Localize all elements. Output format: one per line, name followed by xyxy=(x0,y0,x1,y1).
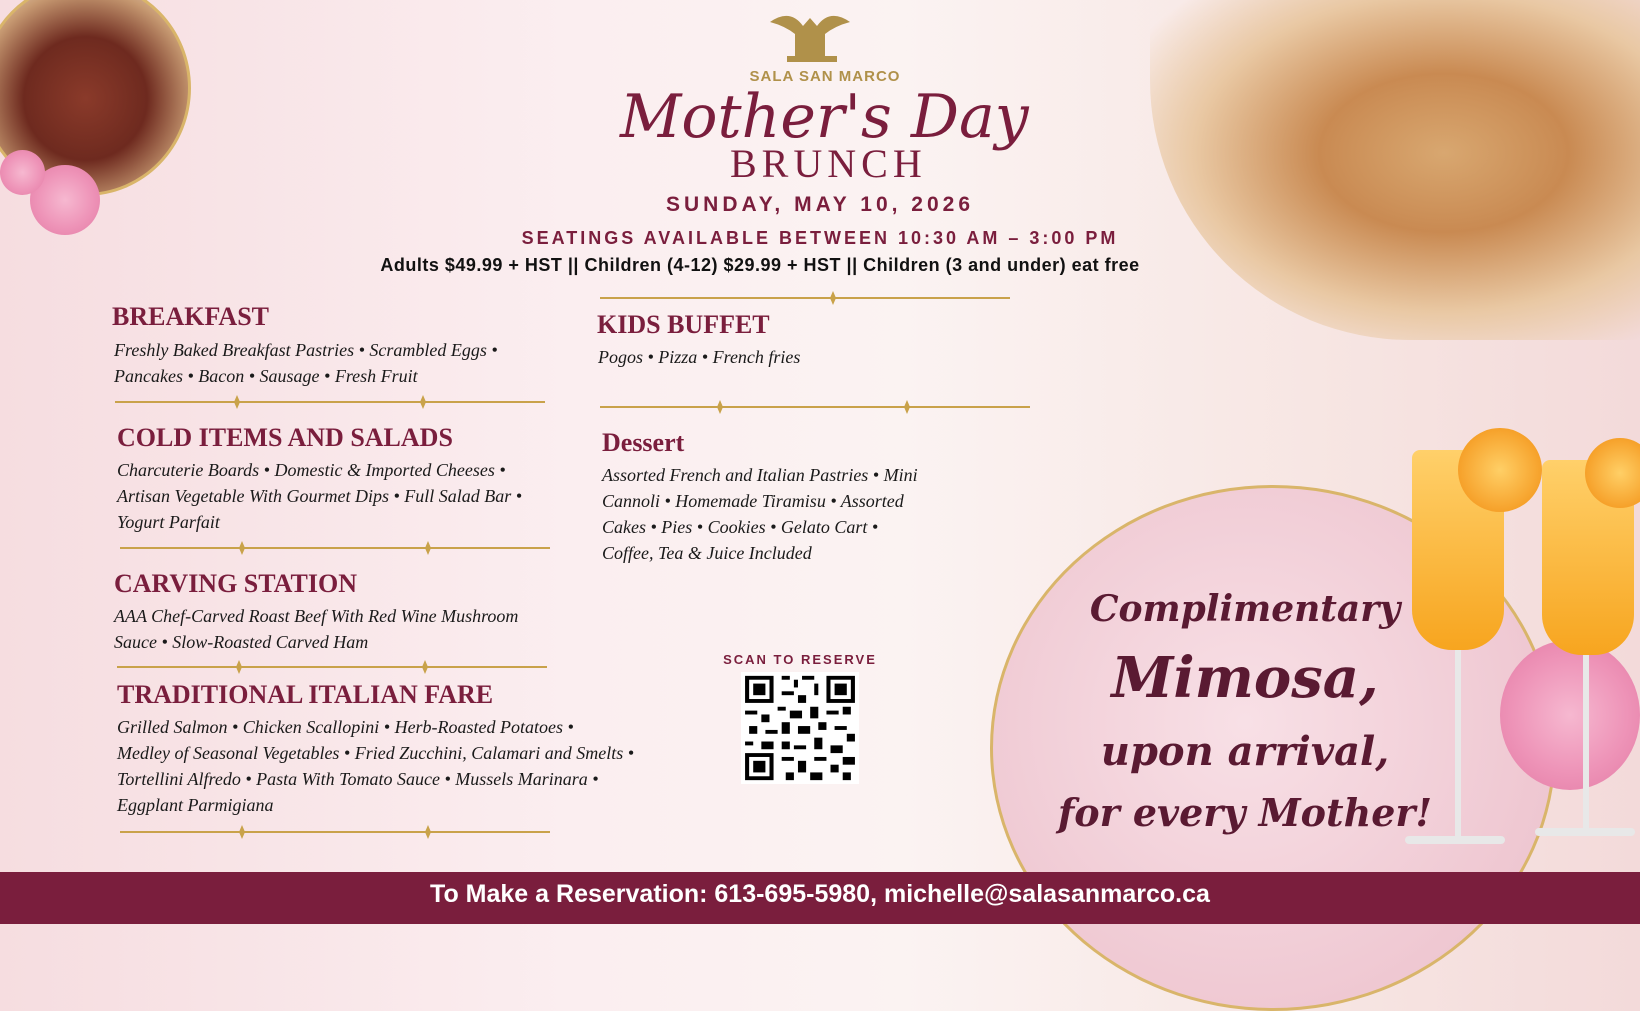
menu-line: Pogos • Pizza • French fries xyxy=(598,347,801,367)
glass-base xyxy=(1535,828,1635,836)
mimosa-line-3: upon arrival, xyxy=(1100,728,1390,775)
section-body-dessert xyxy=(602,462,918,566)
scan-to-reserve-label: SCAN TO RESERVE xyxy=(723,652,877,667)
menu-line: Eggplant Parmigiana xyxy=(117,795,274,815)
brunch-food-image xyxy=(1150,0,1640,340)
qr-code[interactable] xyxy=(741,672,859,784)
section-divider xyxy=(600,291,1010,305)
section-divider xyxy=(117,660,547,674)
section-body-breakfast xyxy=(114,337,498,389)
section-title-italian: TRADITIONAL ITALIAN FARE xyxy=(117,680,494,709)
peony-flower-image xyxy=(0,150,45,195)
menu-line: Artisan Vegetable With Gourmet Dips • Full Salad Bar • xyxy=(117,486,523,506)
glass-stem xyxy=(1583,650,1589,830)
menu-line: Freshly Baked Breakfast Pastries • Scrambled Eggs • xyxy=(114,340,498,360)
divider-sparkle-icon xyxy=(830,291,836,305)
brand-name: SALA SAN MARCO xyxy=(749,68,901,85)
page-subtitle: BRUNCH xyxy=(730,141,927,186)
lion-logo-icon xyxy=(765,8,855,64)
glass-stem xyxy=(1455,640,1461,840)
page-title: Mother's Day xyxy=(620,82,1029,152)
menu-line: Tortellini Alfredo • Pasta With Tomato Sauce • Mussels Marinara • xyxy=(117,769,599,789)
section-title-dessert: Dessert xyxy=(602,428,685,457)
section-body-kids xyxy=(598,344,800,370)
section-body-italian xyxy=(117,714,634,818)
pricing-info: Adults $49.99 + HST || Children (4-12) $29.99 + HST || Children (3 and under) eat free xyxy=(380,255,1140,275)
orange-slice-image xyxy=(1458,428,1542,512)
mimosa-line-1: Complimentary xyxy=(1089,588,1401,630)
menu-line: Charcuterie Boards • Domestic & Imported Cheeses • xyxy=(117,460,506,480)
menu-line: Pancakes • Bacon • Sausage • Fresh Fruit xyxy=(114,366,418,386)
menu-line: Sauce • Slow-Roasted Carved Ham xyxy=(114,632,369,652)
menu-line: Yogurt Parfait xyxy=(117,512,220,532)
section-title-carving: CARVING STATION xyxy=(114,569,357,598)
mimosa-line-4: for every Mother! xyxy=(1057,790,1433,835)
section-divider xyxy=(120,825,550,839)
section-body-cold xyxy=(117,457,522,535)
menu-line: Cannoli • Homemade Tiramisu • Assorted xyxy=(602,491,904,511)
section-divider xyxy=(120,541,550,555)
rose-flower-image xyxy=(1500,640,1640,790)
glass-base xyxy=(1405,836,1505,844)
section-body-carving xyxy=(114,603,518,655)
section-title-kids: KIDS BUFFET xyxy=(597,310,770,339)
event-date: SUNDAY, MAY 10, 2026 xyxy=(665,193,975,216)
section-divider xyxy=(600,400,1030,414)
seatings-info: SEATINGS AVAILABLE BETWEEN 10:30 AM – 3:00 PM xyxy=(521,228,1119,248)
menu-line: Medley of Seasonal Vegetables • Fried Zucchini, Calamari and Smelts • xyxy=(117,743,635,763)
section-title-cold: COLD ITEMS AND SALADS xyxy=(117,423,453,452)
mimosa-line-2: Mimosa, xyxy=(1111,645,1379,711)
menu-line: Grilled Salmon • Chicken Scallopini • Herb-Roasted Potatoes • xyxy=(117,717,574,737)
reservation-contact[interactable]: To Make a Reservation: 613-695-5980, michelle@salasanmarco.ca xyxy=(430,880,1210,908)
menu-line: Cakes • Pies • Cookies • Gelato Cart • xyxy=(602,517,879,537)
menu-line: AAA Chef-Carved Roast Beef With Red Wine Mushroom xyxy=(114,606,519,626)
section-divider xyxy=(115,395,545,409)
menu-line: Coffee, Tea & Juice Included xyxy=(602,543,812,563)
section-title-breakfast: BREAKFAST xyxy=(112,302,269,331)
menu-line: Assorted French and Italian Pastries • Mini xyxy=(602,465,918,485)
